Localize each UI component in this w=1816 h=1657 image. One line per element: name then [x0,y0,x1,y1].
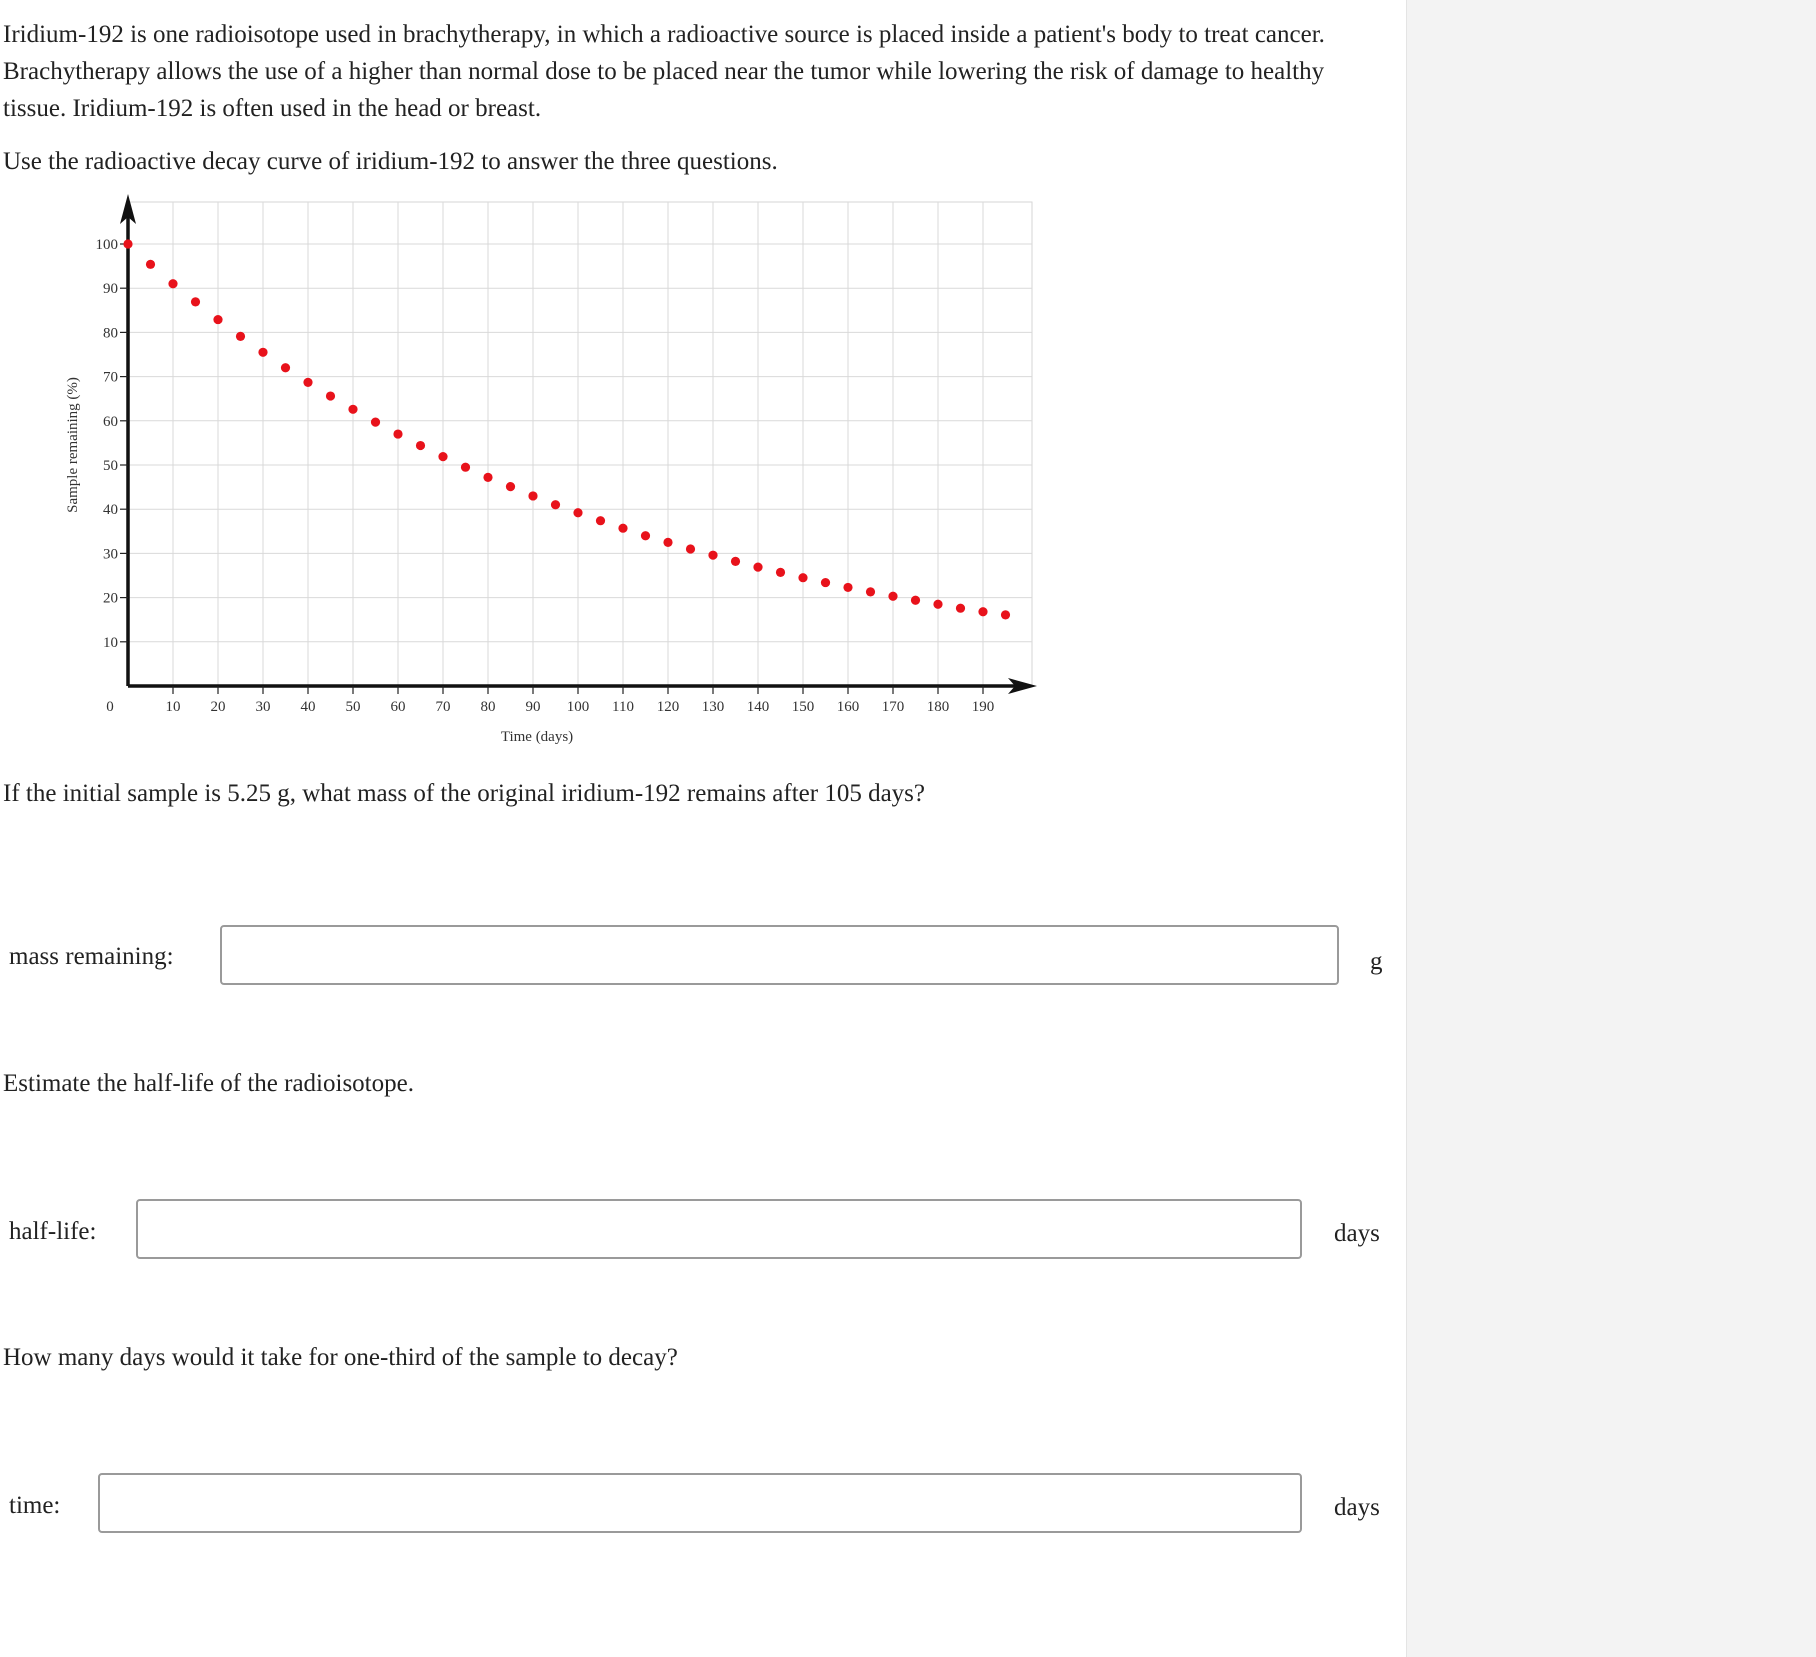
question-2-text: Estimate the half-life of the radioisotope. [3,1070,414,1097]
data-point [438,452,447,461]
grid-border [128,202,1032,686]
y-tick-label: 30 [103,546,118,563]
data-point [821,578,830,587]
data-point [956,604,965,613]
x-tick-label: 100 [566,699,590,715]
data-point [191,297,200,306]
chart-ticks [96,237,995,715]
data-point [393,429,402,438]
chart-points [123,239,1010,619]
x-tick-label: 160 [836,699,860,715]
mass-unit-label: g [1370,948,1383,975]
mass-remaining-input[interactable] [220,925,1339,985]
y-tick-label: 40 [103,502,118,519]
origin-label: 0 [106,699,114,715]
data-point [798,573,807,582]
x-tick-label: 130 [701,699,725,715]
y-tick-label: 10 [103,634,118,651]
x-axis-title: Time (days) [500,729,574,745]
data-point [978,607,987,616]
x-tick-label: 110 [612,699,634,715]
y-tick-label: 60 [103,413,118,430]
x-tick-label: 180 [926,699,950,715]
mass-remaining-label: mass remaining: [9,943,174,970]
y-tick-label: 20 [103,590,118,607]
data-point [281,363,290,372]
data-point [348,405,357,414]
data-point [528,491,537,500]
data-point [461,463,470,472]
x-tick-label: 10 [165,699,181,715]
data-point [618,524,627,533]
data-point [596,516,605,525]
data-point [866,587,875,596]
data-point [168,279,177,288]
data-point [123,239,132,248]
data-point [146,260,155,269]
data-point [686,544,695,553]
x-tick-label: 190 [971,699,995,715]
time-unit-label: days [1334,1494,1380,1521]
data-point [1001,610,1010,619]
x-tick-label: 70 [435,699,451,715]
half-life-label: half-life: [9,1218,97,1245]
data-point [753,563,762,572]
decay-curve-chart [55,195,1035,755]
x-tick-label: 20 [210,699,226,715]
data-point [303,378,312,387]
x-tick-label: 150 [791,699,815,715]
data-point [573,508,582,517]
data-point [888,592,897,601]
y-axis-title: Sample remaining (%) [65,377,81,513]
x-tick-label: 170 [881,699,905,715]
x-tick-label: 30 [255,699,271,715]
half-life-input[interactable] [136,1199,1302,1259]
data-point [371,418,380,427]
x-tick-label: 90 [525,699,541,715]
data-point [213,315,222,324]
chart-grid [128,202,1032,686]
question-1-text: If the initial sample is 5.25 g, what mass of the original iridium-192 remains after 105 days? [3,780,926,807]
data-point [258,348,267,357]
data-point [933,600,942,609]
data-point [843,583,852,592]
instruction-text: Use the radioactive decay curve of iridium-192 to answer the three questions. [3,148,778,175]
data-point [551,500,560,509]
data-point [641,531,650,540]
question-3-text: How many days would it take for one-third of the sample to decay? [3,1344,678,1371]
data-point [326,391,335,400]
x-tick-label: 60 [390,699,406,715]
time-label: time: [9,1492,61,1519]
data-point [483,473,492,482]
intro-paragraph: Iridium-192 is one radioisotope used in brachytherapy, in which a radioactive source is placed inside a patient's body to treat cancer. Brachytherapy allows the use of a higher than normal dose to be placed near the tumor while lowering the risk of damage to healthy tissue. Iridium-192 is often used in the head or breast. [3,21,1325,122]
data-point [708,551,717,560]
time-input[interactable] [98,1473,1302,1533]
data-point [776,568,785,577]
data-point [416,441,425,450]
data-point [731,557,740,566]
y-tick-label: 90 [103,281,118,298]
y-tick-label: 70 [103,369,118,386]
x-tick-label: 50 [345,699,361,715]
x-tick-label: 140 [746,699,770,715]
data-point [236,332,245,341]
x-tick-label: 120 [656,699,680,715]
y-tick-label: 80 [103,325,118,342]
half-life-unit-label: days [1334,1220,1380,1247]
y-tick-label: 100 [95,237,118,253]
data-point [911,596,920,605]
data-point [506,482,515,491]
x-tick-label: 40 [300,699,316,715]
y-tick-label: 50 [103,458,118,474]
x-tick-label: 80 [480,699,496,715]
data-point [663,538,672,547]
